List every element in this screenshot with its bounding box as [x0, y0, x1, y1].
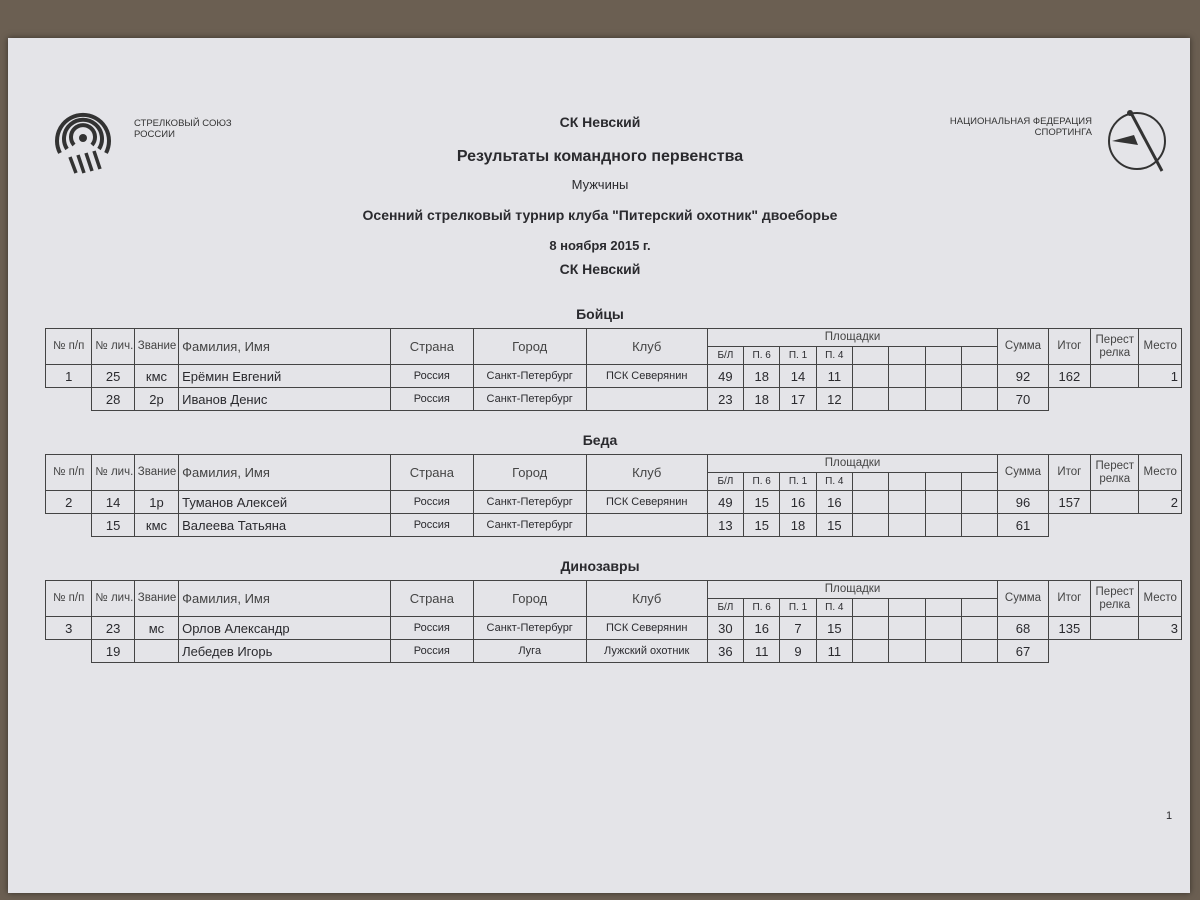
col-header-station — [889, 473, 925, 491]
cell-place: 1 — [1139, 365, 1182, 388]
cell-empty — [1048, 514, 1090, 537]
col-header-station: П. 1 — [780, 599, 816, 617]
col-header-country: Страна — [390, 455, 473, 491]
cell-score — [889, 365, 925, 388]
table-row — [46, 640, 1182, 663]
cell-lic: 28 — [92, 388, 134, 411]
cell-city: Санкт-Петербург — [473, 388, 586, 411]
col-header-place: Место — [1139, 329, 1182, 365]
cell-score — [925, 365, 961, 388]
cell-rank: 2р — [134, 388, 178, 411]
col-header-station — [889, 599, 925, 617]
cell-empty — [1091, 514, 1139, 537]
col-header-station: Б/Л — [707, 347, 743, 365]
col-header-city: Город — [473, 329, 586, 365]
col-header-station: Б/Л — [707, 599, 743, 617]
cell-score: 15 — [816, 514, 852, 537]
col-header-station: П. 4 — [816, 599, 852, 617]
cell-lic: 25 — [92, 365, 134, 388]
cell-total: 162 — [1048, 365, 1090, 388]
cell-score: 18 — [744, 388, 780, 411]
col-header-pp: № п/п — [46, 581, 92, 617]
col-header-areas: Площадки — [707, 581, 998, 599]
cell-score: 11 — [744, 640, 780, 663]
cell-score: 17 — [780, 388, 816, 411]
page-title: Результаты командного первенства — [456, 148, 744, 165]
cell-score: 15 — [744, 491, 780, 514]
col-header-country: Страна — [390, 329, 473, 365]
cell-total: 157 — [1048, 491, 1090, 514]
team-name: Динозавры — [560, 558, 640, 574]
cell-score — [852, 514, 888, 537]
col-header-station: П. 1 — [780, 347, 816, 365]
cell-sum: 70 — [998, 388, 1048, 411]
col-header-sum: Сумма — [998, 329, 1048, 365]
cell-shootoff — [1091, 491, 1139, 514]
table-row — [46, 491, 1182, 514]
col-header-sum: Сумма — [998, 455, 1048, 491]
col-header-name: Фамилия, Имя — [179, 581, 391, 617]
col-header-place: Место — [1139, 581, 1182, 617]
cell-total: 135 — [1048, 617, 1090, 640]
team-results-table — [45, 580, 1182, 663]
col-header-sum: Сумма — [998, 581, 1048, 617]
cell-country: Россия — [390, 640, 473, 663]
cell-sum: 67 — [998, 640, 1048, 663]
cell-club: Лужский охотник — [586, 640, 707, 663]
gender-subtitle: Мужчины — [571, 177, 629, 192]
cell-score — [852, 365, 888, 388]
col-header-city: Город — [473, 581, 586, 617]
cell-score — [925, 491, 961, 514]
cell-rank: кмс — [134, 514, 178, 537]
col-header-club: Клуб — [586, 329, 707, 365]
cell-score: 18 — [744, 365, 780, 388]
cell-empty — [1139, 640, 1182, 663]
cell-empty — [1091, 388, 1139, 411]
cell-rank: 1р — [134, 491, 178, 514]
col-header-station: П. 6 — [744, 347, 780, 365]
cell-lic: 14 — [92, 491, 134, 514]
cell-score: 49 — [707, 365, 743, 388]
club-heading: СК Невский — [559, 114, 641, 130]
col-header-club: Клуб — [586, 455, 707, 491]
cell-country: Россия — [390, 365, 473, 388]
cell-name: Ерёмин Евгений — [179, 365, 391, 388]
cell-city: Санкт-Петербург — [473, 617, 586, 640]
cell-pp-empty — [46, 388, 92, 411]
team-name: Беда — [582, 432, 618, 448]
cell-club — [586, 514, 707, 537]
org-right-line-2: СПОРТИНГА — [1034, 127, 1092, 138]
team-results-table — [45, 454, 1182, 537]
col-header-pp: № п/п — [46, 455, 92, 491]
cell-empty — [1139, 388, 1182, 411]
cell-empty — [1048, 388, 1090, 411]
cell-shootoff — [1091, 617, 1139, 640]
cell-score — [889, 640, 925, 663]
cell-score — [961, 514, 997, 537]
cell-score: 49 — [707, 491, 743, 514]
cell-pp: 3 — [46, 617, 92, 640]
cell-rank: кмс — [134, 365, 178, 388]
cell-score: 16 — [780, 491, 816, 514]
cell-score — [889, 388, 925, 411]
cell-pp: 2 — [46, 491, 92, 514]
col-header-club: Клуб — [586, 581, 707, 617]
cell-score — [889, 514, 925, 537]
col-header-station: П. 4 — [816, 347, 852, 365]
cell-lic: 23 — [92, 617, 134, 640]
col-header-station — [961, 599, 997, 617]
page-number: 1 — [1166, 810, 1173, 822]
col-header-total: Итог — [1048, 581, 1090, 617]
cell-score — [961, 365, 997, 388]
cell-score: 36 — [707, 640, 743, 663]
cell-score: 13 — [707, 514, 743, 537]
cell-score — [961, 617, 997, 640]
table-row — [46, 617, 1182, 640]
cell-pp: 1 — [46, 365, 92, 388]
cell-score: 16 — [816, 491, 852, 514]
cell-score: 9 — [780, 640, 816, 663]
cell-score: 14 — [780, 365, 816, 388]
col-header-areas: Площадки — [707, 329, 998, 347]
col-header-place: Место — [1139, 455, 1182, 491]
col-header-station — [925, 347, 961, 365]
cell-lic: 15 — [92, 514, 134, 537]
cell-score: 30 — [707, 617, 743, 640]
table-row — [46, 388, 1182, 411]
col-header-station — [852, 599, 888, 617]
cell-score — [889, 617, 925, 640]
cell-club: ПСК Северянин — [586, 617, 707, 640]
org-left-line-1: СТРЕЛКОВЫЙ СОЮЗ — [134, 118, 232, 129]
cell-score — [961, 640, 997, 663]
org-left-line-2: РОССИИ — [134, 129, 175, 140]
cell-score: 7 — [780, 617, 816, 640]
cell-score: 15 — [816, 617, 852, 640]
col-header-shootoff: Перестрелка — [1091, 581, 1139, 617]
cell-pp-empty — [46, 640, 92, 663]
cell-empty — [1048, 640, 1090, 663]
cell-club — [586, 388, 707, 411]
cell-score — [925, 514, 961, 537]
cell-score: 12 — [816, 388, 852, 411]
col-header-station — [925, 599, 961, 617]
col-header-lic: № лич. — [92, 455, 134, 491]
cell-place: 2 — [1139, 491, 1182, 514]
cell-city: Санкт-Петербург — [473, 491, 586, 514]
col-header-station: П. 1 — [780, 473, 816, 491]
cell-score: 18 — [780, 514, 816, 537]
cell-name: Валеева Татьяна — [179, 514, 391, 537]
cell-place: 3 — [1139, 617, 1182, 640]
table-row — [46, 365, 1182, 388]
cell-city: Санкт-Петербург — [473, 365, 586, 388]
cell-country: Россия — [390, 617, 473, 640]
event-date: 8 ноября 2015 г. — [549, 238, 651, 253]
col-header-shootoff: Перестрелка — [1091, 455, 1139, 491]
col-header-rank: Звание — [134, 581, 178, 617]
org-right-line-1: НАЦИОНАЛЬНАЯ ФЕДЕРАЦИЯ — [949, 116, 1092, 127]
cell-lic: 19 — [92, 640, 134, 663]
cell-country: Россия — [390, 388, 473, 411]
col-header-station: П. 6 — [744, 599, 780, 617]
cell-rank — [134, 640, 178, 663]
col-header-station — [852, 347, 888, 365]
col-header-country: Страна — [390, 581, 473, 617]
cell-club: ПСК Северянин — [586, 491, 707, 514]
col-header-rank: Звание — [134, 455, 178, 491]
cell-empty — [1139, 514, 1182, 537]
cell-sum: 96 — [998, 491, 1048, 514]
col-header-station — [961, 473, 997, 491]
col-header-station — [961, 347, 997, 365]
col-header-total: Итог — [1048, 455, 1090, 491]
cell-name: Орлов Александр — [179, 617, 391, 640]
col-header-station: Б/Л — [707, 473, 743, 491]
col-header-station: П. 6 — [744, 473, 780, 491]
cell-score: 11 — [816, 640, 852, 663]
cell-score: 15 — [744, 514, 780, 537]
col-header-pp: № п/п — [46, 329, 92, 365]
cell-score — [925, 640, 961, 663]
col-header-station: П. 4 — [816, 473, 852, 491]
cell-score — [925, 388, 961, 411]
col-header-lic: № лич. — [92, 581, 134, 617]
cell-sum: 68 — [998, 617, 1048, 640]
cell-country: Россия — [390, 491, 473, 514]
cell-name: Туманов Алексей — [179, 491, 391, 514]
cell-city: Луга — [473, 640, 586, 663]
col-header-lic: № лич. — [92, 329, 134, 365]
table-row — [46, 514, 1182, 537]
cell-score: 11 — [816, 365, 852, 388]
event-venue: СК Невский — [559, 261, 641, 277]
cell-country: Россия — [390, 514, 473, 537]
col-header-name: Фамилия, Имя — [179, 455, 391, 491]
cell-name: Иванов Денис — [179, 388, 391, 411]
cell-rank: мс — [134, 617, 178, 640]
col-header-areas: Площадки — [707, 455, 998, 473]
col-header-city: Город — [473, 455, 586, 491]
team-name: Бойцы — [576, 306, 624, 322]
event-title: Осенний стрелковый турнир клуба "Питерский охотник" двоеборье — [362, 207, 838, 223]
cell-sum: 61 — [998, 514, 1048, 537]
cell-score — [852, 388, 888, 411]
cell-name: Лебедев Игорь — [179, 640, 391, 663]
col-header-station — [925, 473, 961, 491]
cell-pp-empty — [46, 514, 92, 537]
cell-score — [889, 491, 925, 514]
cell-shootoff — [1091, 365, 1139, 388]
cell-club: ПСК Северянин — [586, 365, 707, 388]
cell-score — [852, 640, 888, 663]
cell-empty — [1091, 640, 1139, 663]
cell-score: 16 — [744, 617, 780, 640]
cell-score — [961, 491, 997, 514]
cell-sum: 92 — [998, 365, 1048, 388]
cell-city: Санкт-Петербург — [473, 514, 586, 537]
team-results-table — [45, 328, 1182, 411]
cell-score — [852, 617, 888, 640]
cell-score — [852, 491, 888, 514]
cell-score: 23 — [707, 388, 743, 411]
cell-score — [961, 388, 997, 411]
col-header-shootoff: Перестрелка — [1091, 329, 1139, 365]
col-header-station — [889, 347, 925, 365]
col-header-total: Итог — [1048, 329, 1090, 365]
cell-score — [925, 617, 961, 640]
col-header-name: Фамилия, Имя — [179, 329, 391, 365]
col-header-rank: Звание — [134, 329, 178, 365]
col-header-station — [852, 473, 888, 491]
